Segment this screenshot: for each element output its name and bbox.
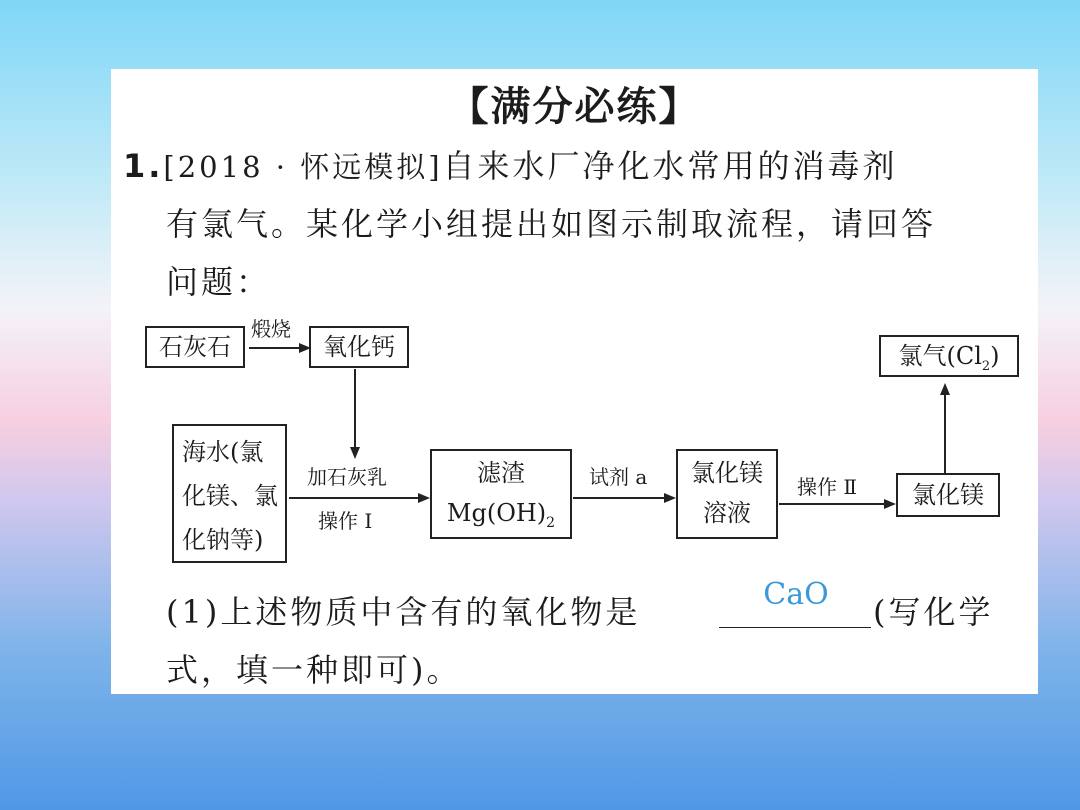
subquestion-line-2: 式，填一种即可)。 [166, 651, 462, 689]
arrowhead-down [350, 447, 360, 459]
slide-content [111, 69, 1038, 694]
chlorine-close: ) [990, 342, 1000, 370]
chlorine-box [879, 335, 1019, 377]
question-text-1: 自来水厂净化水常用的消毒剂 [442, 147, 898, 185]
calcium-oxide-box: 氧化钙 [309, 326, 409, 368]
arrow-cao-down [354, 369, 356, 447]
residue-subscript: 2 [546, 514, 556, 531]
arrow-residue-to-solution [573, 497, 667, 499]
residue-line-1: 滤渣 [477, 459, 525, 487]
answer-underline [719, 627, 871, 628]
arrowhead-right [664, 493, 676, 503]
question-line-1 [123, 141, 898, 187]
arrowhead-right [418, 493, 430, 503]
chlorine-subscript: 2 [981, 358, 991, 374]
reagent-a-label: 试剂 a [589, 465, 648, 489]
seawater-line-3: 化钠等) [182, 526, 264, 554]
arrow-mgcl2-up [944, 395, 946, 473]
question-source: [2018 · 怀远模拟] [163, 150, 443, 184]
question-line-2: 有氯气。某化学小组提出如图示制取流程，请回答 [166, 205, 937, 243]
calcine-label: 煅烧 [251, 317, 291, 341]
arrowhead-right [884, 499, 896, 509]
question-number: 1. [123, 147, 164, 185]
arrow-solution-to-mgcl2 [779, 503, 887, 505]
subquestion-prefix: (1)上述物质中含有的氧化物是 [166, 593, 641, 631]
limestone-box: 石灰石 [145, 326, 245, 368]
seawater-box [172, 424, 287, 563]
operation-1-label: 操作 Ⅰ [318, 509, 373, 533]
mgcl2-solution-box [676, 449, 778, 539]
mgcl2-box: 氯化镁 [896, 473, 1000, 517]
section-heading: 【满分必练】 [448, 84, 701, 130]
chlorine-text: 氯气(Cl [898, 342, 982, 370]
arrow-seawater-to-residue [289, 497, 421, 499]
arrowhead-up [940, 383, 950, 395]
subquestion-suffix: (写化学 [873, 593, 994, 631]
residue-formula: Mg(OH) [446, 499, 547, 527]
seawater-line-2: 化镁、氯 [182, 482, 278, 510]
arrow-limestone-to-cao [249, 347, 301, 349]
residue-box [430, 449, 572, 539]
solution-line-1: 氯化镁 [691, 459, 763, 487]
add-lime-label: 加石灰乳 [307, 465, 387, 489]
solution-line-2: 溶液 [703, 499, 751, 527]
residue-line-2 [432, 493, 570, 543]
seawater-line-1: 海水(氯 [182, 438, 264, 466]
answer-text: CaO [763, 577, 829, 612]
operation-2-label: 操作 Ⅱ [797, 475, 857, 499]
question-line-3: 问题： [166, 263, 272, 301]
